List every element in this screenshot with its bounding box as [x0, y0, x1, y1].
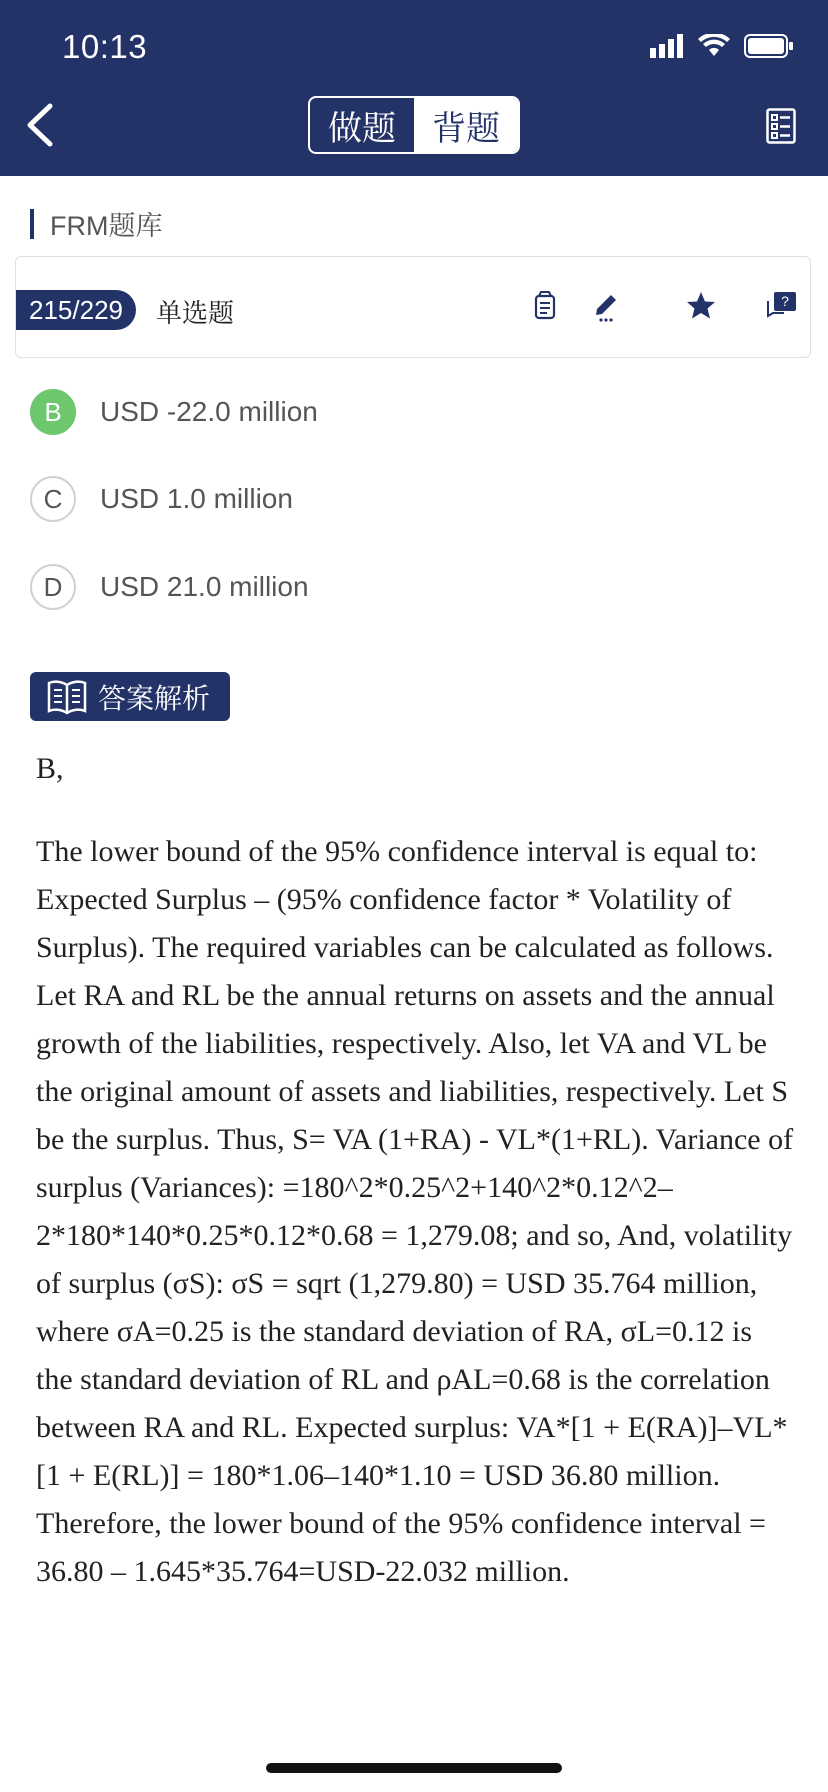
status-time: 10:13: [62, 28, 148, 65]
option-text: USD 21.0 million: [100, 571, 309, 602]
option-text: USD 1.0 million: [100, 483, 293, 514]
favorite-star-icon[interactable]: [684, 289, 718, 323]
mode-switch: [308, 96, 520, 154]
back-icon[interactable]: [18, 100, 62, 150]
option-c[interactable]: [30, 476, 293, 522]
home-indicator[interactable]: [266, 1763, 562, 1773]
edit-icon[interactable]: [589, 289, 623, 323]
question-type: 单选题: [156, 298, 235, 328]
feedback-question-icon[interactable]: [764, 289, 798, 323]
note-icon[interactable]: [528, 289, 562, 323]
app-header: [0, 0, 828, 176]
battery-icon: [744, 34, 794, 58]
answer-analysis-button[interactable]: [30, 672, 230, 721]
wifi-icon: [698, 34, 730, 58]
option-b[interactable]: [30, 389, 318, 435]
signal-icon: [650, 34, 684, 58]
tab-practice[interactable]: 做题: [328, 109, 396, 148]
question-progress-badge: 215/229: [16, 290, 136, 330]
svg-text:?: ?: [781, 293, 789, 309]
option-letter: B: [30, 389, 76, 435]
answer-analysis-label: 答案解析: [98, 682, 211, 714]
answer-explanation: The lower bound of the 95% confidence interval is equal to: Expected Surplus – (95% confidence factor * Volatility of Surplus). The required variables can be calculated as follows. Let RA and RL be the annual returns on assets and the annual growth of the liabilities, respectively. Also, let VA and VL be the original amount of assets and liabilities, respectively. Let S be the surplus. Thus, S= VA (1+RA) - VL*(1+RL). Variance of surplus (Variances): =180^2*0.25^2+140^2*0.12^2–2*180*140*0.25*0.12*0.68 = 1,279.08; and so, And, volatility of surplus (σS): σS = sqrt (1,279.80) = USD 35.764 million, where σA=0.25 is the standard deviation of RA, σL=0.12 is the standard deviation of RL and ρAL=0.68 is the correlation between RA and RL. Expected surplus: VA*[1 + E(RA)]–VL*[1 + E(RL)] = 180*1.06–140*1.10 = USD 36.80 million. Therefore, the lower bound of the 95% confidence interval = 36.80 – 1.645*35.764=USD-22.032 million.: [36, 835, 794, 1588]
option-letter: C: [30, 476, 76, 522]
option-letter: D: [30, 564, 76, 610]
tab-memorize[interactable]: 背题: [414, 98, 518, 152]
question-list-icon[interactable]: [766, 108, 796, 144]
breadcrumb-accent: [30, 209, 34, 239]
option-d[interactable]: [30, 564, 309, 610]
breadcrumb-title: FRM题库: [50, 211, 163, 241]
answer-letter: B,: [36, 752, 64, 785]
breadcrumb: [30, 204, 162, 243]
option-text: USD -22.0 million: [100, 396, 318, 427]
question-info-card: [15, 256, 811, 358]
status-icons: [650, 34, 794, 58]
book-icon: [46, 677, 88, 717]
